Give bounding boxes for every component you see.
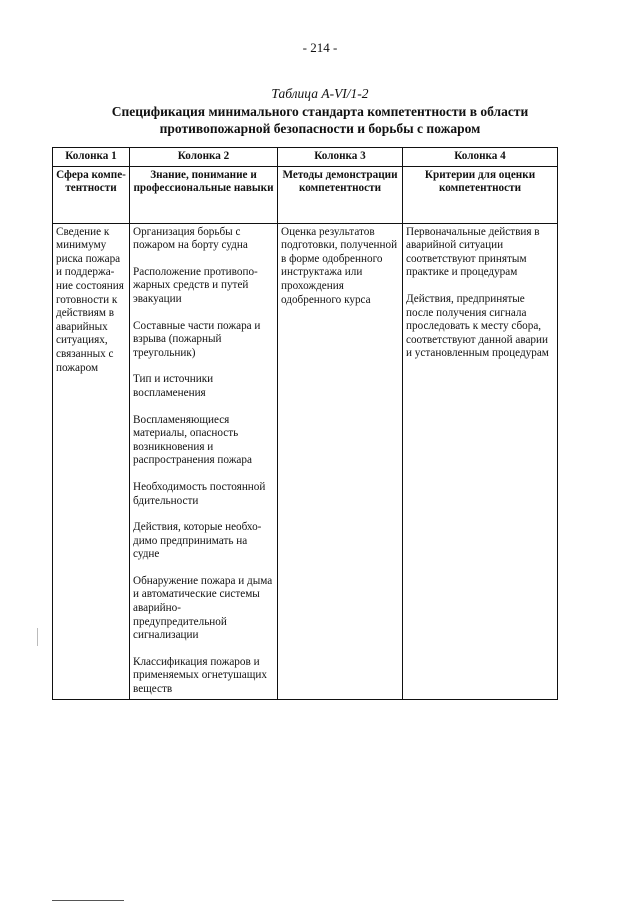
knowledge-item: Обнаружение пожара и дыма и автоматические системы аварийно- предупредительной сигнализации xyxy=(133,574,273,642)
knowledge-item: Воспламеняющиеся материалы, опасность возникновения и распространения пожара xyxy=(133,413,252,467)
knowledge-cell xyxy=(130,223,278,699)
criteria-item: Действия, предпринятые после получения сигнала проследовать к месту сбора, соответствуют данной аварии и установленным процедурам xyxy=(406,292,549,360)
column-header: Знание, понимание и профессиональные навыки xyxy=(130,166,278,223)
footer-rule xyxy=(52,900,124,901)
knowledge-item: Организация борьбы с пожаром на борту судна xyxy=(133,225,248,252)
column-label: Колонка 3 xyxy=(278,148,403,167)
column-header: Критерии для оценки компетентности xyxy=(403,166,558,223)
column-number-row xyxy=(53,148,558,167)
column-header: Методы демонстрации компетентности xyxy=(278,166,403,223)
table-caption: Таблица A-VI/1-2 xyxy=(271,86,369,101)
criteria-item: Первоначальные действия в аварийной ситуации соответствуют принятым практике и процедурам xyxy=(406,225,540,279)
margin-mark xyxy=(37,628,38,646)
competence-cell xyxy=(53,223,130,699)
knowledge-item: Составные части пожара и взрыва (пожарный треугольник) xyxy=(133,319,261,359)
knowledge-item: Классификация пожаров и применяемых огнетушащих веществ xyxy=(133,655,267,696)
methods-cell xyxy=(278,223,403,699)
column-label: Колонка 2 xyxy=(130,148,278,167)
competence-table xyxy=(52,147,558,700)
column-header: Сфера компе- тентности xyxy=(53,166,130,223)
knowledge-item: Расположение противопо- жарных средств и путей эвакуации xyxy=(133,265,258,305)
page-number: - 214 - xyxy=(302,40,338,55)
competence-text: Сведение к минимуму риска пожара и поддержа- ние состояния готовности к действиям в аварийных ситуациях, связанных с пожаром xyxy=(56,225,124,374)
criteria-cell xyxy=(403,223,558,699)
column-label: Колонка 4 xyxy=(403,148,558,167)
knowledge-item: Действия, которые необхо- димо предпринимать на судне xyxy=(133,521,262,561)
methods-text: Оценка результатов подготовки, полученной в форме одобренного инструктажа или прохождения одобренного курса xyxy=(281,225,398,306)
table-title: Спецификация минимального стандарта компетентности в области противопожарной безопасности и борьбы с пожаром xyxy=(111,104,529,136)
table-row xyxy=(53,223,558,699)
knowledge-item: Необходимость постоянной бдительности xyxy=(133,480,266,507)
header-row xyxy=(53,166,558,223)
column-label: Колонка 1 xyxy=(53,148,130,167)
knowledge-item: Тип и источники воспламенения xyxy=(133,373,214,399)
